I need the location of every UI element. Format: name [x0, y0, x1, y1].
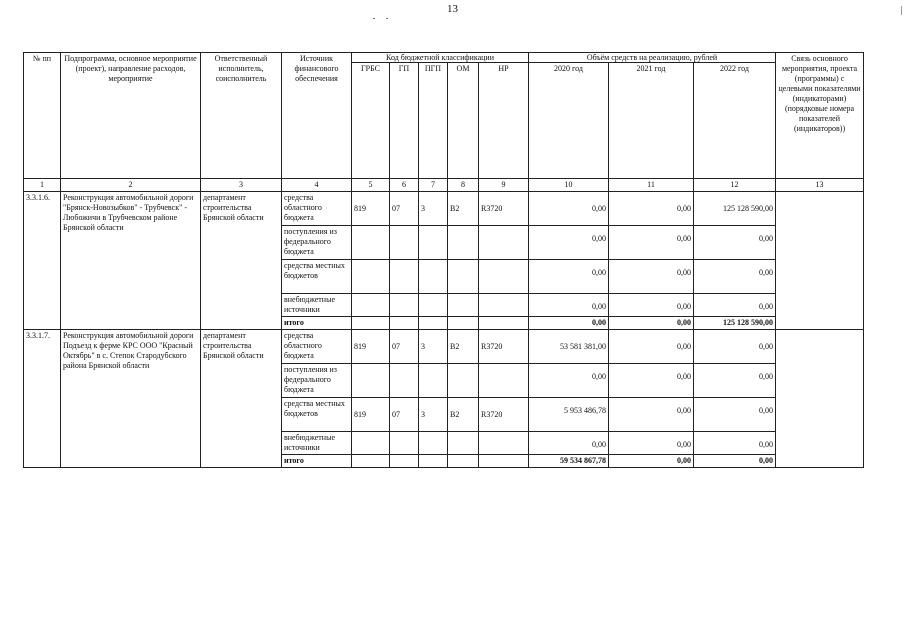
- pgp-cell: 3: [419, 398, 448, 432]
- value-2022: 0,00: [694, 226, 776, 260]
- total-empty-cell: [479, 317, 529, 330]
- value-2021: 0,00: [609, 364, 694, 398]
- pgp-cell: 3: [419, 192, 448, 226]
- section-responsible: департамент строительства Брянской области: [201, 192, 282, 330]
- np-cell: R3720: [479, 330, 529, 364]
- total-label: итого: [282, 317, 352, 330]
- np-cell: [479, 364, 529, 398]
- pgp-cell: [419, 432, 448, 455]
- total-empty-cell: [390, 317, 419, 330]
- scan-speck: [386, 18, 388, 19]
- value-2022: 0,00: [694, 398, 776, 432]
- total-empty-cell: [390, 455, 419, 468]
- section-responsible: департамент строительства Брянской области: [201, 330, 282, 468]
- total-empty-cell: [448, 455, 479, 468]
- om-cell: В2: [448, 330, 479, 364]
- header-row: [24, 53, 864, 63]
- np-cell: R3720: [479, 398, 529, 432]
- scan-edge-mark: [901, 6, 902, 15]
- total-empty-cell: [419, 455, 448, 468]
- np-cell: [479, 294, 529, 317]
- header-num: № пп: [24, 53, 61, 179]
- grbs-cell: [352, 294, 390, 317]
- om-cell: [448, 364, 479, 398]
- om-cell: В2: [448, 398, 479, 432]
- header-volume: Объём средств на реализацию, рублей: [529, 53, 776, 63]
- budget-table: [23, 52, 864, 468]
- section-program: Реконструкция автомобильной дороги Подъезд к ферме КРС ООО "Красный Октябрь" в с. Степок Стародубского района Брянской области: [61, 330, 201, 468]
- total-y2020: 0,00: [529, 317, 609, 330]
- gp-cell: 07: [390, 192, 419, 226]
- source-row: [24, 192, 864, 226]
- value-2021: 0,00: [609, 432, 694, 455]
- value-2022: 0,00: [694, 330, 776, 364]
- grbs-cell: [352, 432, 390, 455]
- np-cell: [479, 260, 529, 294]
- value-2022: 0,00: [694, 294, 776, 317]
- np-cell: [479, 226, 529, 260]
- value-2022: 0,00: [694, 260, 776, 294]
- grbs-cell: 819: [352, 192, 390, 226]
- col-number: 3: [201, 179, 282, 192]
- col-number: 7: [419, 179, 448, 192]
- np-cell: R3720: [479, 192, 529, 226]
- header-2020: 2020 год: [529, 63, 609, 179]
- value-2021: 0,00: [609, 192, 694, 226]
- gp-cell: 07: [390, 330, 419, 364]
- source-cell: внебюджетные источники: [282, 294, 352, 317]
- value-2021: 0,00: [609, 398, 694, 432]
- scan-speck: [373, 18, 375, 19]
- total-empty-cell: [448, 317, 479, 330]
- source-cell: поступления из федерального бюджета: [282, 226, 352, 260]
- value-2021: 0,00: [609, 226, 694, 260]
- value-2021: 0,00: [609, 294, 694, 317]
- np-cell: [479, 432, 529, 455]
- header-np: НР: [479, 63, 529, 179]
- header-2022: 2022 год: [694, 63, 776, 179]
- header-program: Подпрограмма, основное мероприятие (проект), направление расходов, мероприятие: [61, 53, 201, 179]
- grbs-cell: [352, 364, 390, 398]
- value-2020: 0,00: [529, 192, 609, 226]
- col-number: 12: [694, 179, 776, 192]
- value-2022: 0,00: [694, 364, 776, 398]
- pgp-cell: [419, 294, 448, 317]
- value-2020: 0,00: [529, 364, 609, 398]
- total-empty-cell: [419, 317, 448, 330]
- section-link: [776, 330, 864, 468]
- section-link: [776, 192, 864, 330]
- source-cell: средства областного бюджета: [282, 330, 352, 364]
- header-grbs: ГРБС: [352, 63, 390, 179]
- source-row: [24, 330, 864, 364]
- total-empty-cell: [352, 455, 390, 468]
- source-cell: средства местных бюджетов: [282, 260, 352, 294]
- source-cell: внебюджетные источники: [282, 432, 352, 455]
- col-number: 9: [479, 179, 529, 192]
- total-y2022: 0,00: [694, 455, 776, 468]
- header-responsible: Ответственный исполнитель, соисполнитель: [201, 53, 282, 179]
- total-y2021: 0,00: [609, 455, 694, 468]
- gp-cell: [390, 432, 419, 455]
- gp-cell: [390, 226, 419, 260]
- col-number: 6: [390, 179, 419, 192]
- value-2021: 0,00: [609, 260, 694, 294]
- grbs-cell: 819: [352, 398, 390, 432]
- col-number: 10: [529, 179, 609, 192]
- col-number: 4: [282, 179, 352, 192]
- om-cell: [448, 432, 479, 455]
- source-cell: поступления из федерального бюджета: [282, 364, 352, 398]
- total-label: итого: [282, 455, 352, 468]
- source-cell: средства местных бюджетов: [282, 398, 352, 432]
- col-number: 13: [776, 179, 864, 192]
- header-pgp: ПГП: [419, 63, 448, 179]
- value-2020: 53 581 381,00: [529, 330, 609, 364]
- gp-cell: 07: [390, 398, 419, 432]
- value-2022: 0,00: [694, 432, 776, 455]
- om-cell: [448, 226, 479, 260]
- header-gp: ГП: [390, 63, 419, 179]
- col-number: 1: [24, 179, 61, 192]
- gp-cell: [390, 294, 419, 317]
- header-2021: 2021 год: [609, 63, 694, 179]
- source-cell: средства областного бюджета: [282, 192, 352, 226]
- section-number: 3.3.1.6.: [24, 192, 61, 330]
- om-cell: [448, 294, 479, 317]
- pgp-cell: [419, 260, 448, 294]
- total-y2020: 59 534 867,78: [529, 455, 609, 468]
- grbs-cell: [352, 260, 390, 294]
- pgp-cell: [419, 364, 448, 398]
- col-number: 2: [61, 179, 201, 192]
- pgp-cell: 3: [419, 330, 448, 364]
- section-number: 3.3.1.7.: [24, 330, 61, 468]
- gp-cell: [390, 364, 419, 398]
- om-cell: В2: [448, 192, 479, 226]
- value-2021: 0,00: [609, 330, 694, 364]
- total-y2022: 125 128 590,00: [694, 317, 776, 330]
- om-cell: [448, 260, 479, 294]
- page-number: 13: [447, 3, 458, 15]
- section-program: Реконструкция автомобильной дороги "Брянск-Новозыбков" - Трубчевск" - Любожичи в Трубчевском районе Брянской области: [61, 192, 201, 330]
- value-2020: 0,00: [529, 432, 609, 455]
- col-number: 5: [352, 179, 390, 192]
- total-empty-cell: [352, 317, 390, 330]
- header-budget-code: Код бюджетной классификации: [352, 53, 529, 63]
- value-2020: 0,00: [529, 260, 609, 294]
- header-source: Источник финансового обеспечения: [282, 53, 352, 179]
- col-number: 11: [609, 179, 694, 192]
- grbs-cell: 819: [352, 330, 390, 364]
- value-2022: 125 128 590,00: [694, 192, 776, 226]
- grbs-cell: [352, 226, 390, 260]
- value-2020: 0,00: [529, 294, 609, 317]
- column-numbers-row: [24, 179, 864, 192]
- pgp-cell: [419, 226, 448, 260]
- total-y2021: 0,00: [609, 317, 694, 330]
- gp-cell: [390, 260, 419, 294]
- total-empty-cell: [479, 455, 529, 468]
- value-2020: 5 953 486,78: [529, 398, 609, 432]
- value-2020: 0,00: [529, 226, 609, 260]
- header-om: ОМ: [448, 63, 479, 179]
- col-number: 8: [448, 179, 479, 192]
- header-link: Связь основного мероприятия, проекта (программы) с целевыми показателями (индикаторами) (порядковые номера показателей (индикаторов)): [776, 53, 864, 179]
